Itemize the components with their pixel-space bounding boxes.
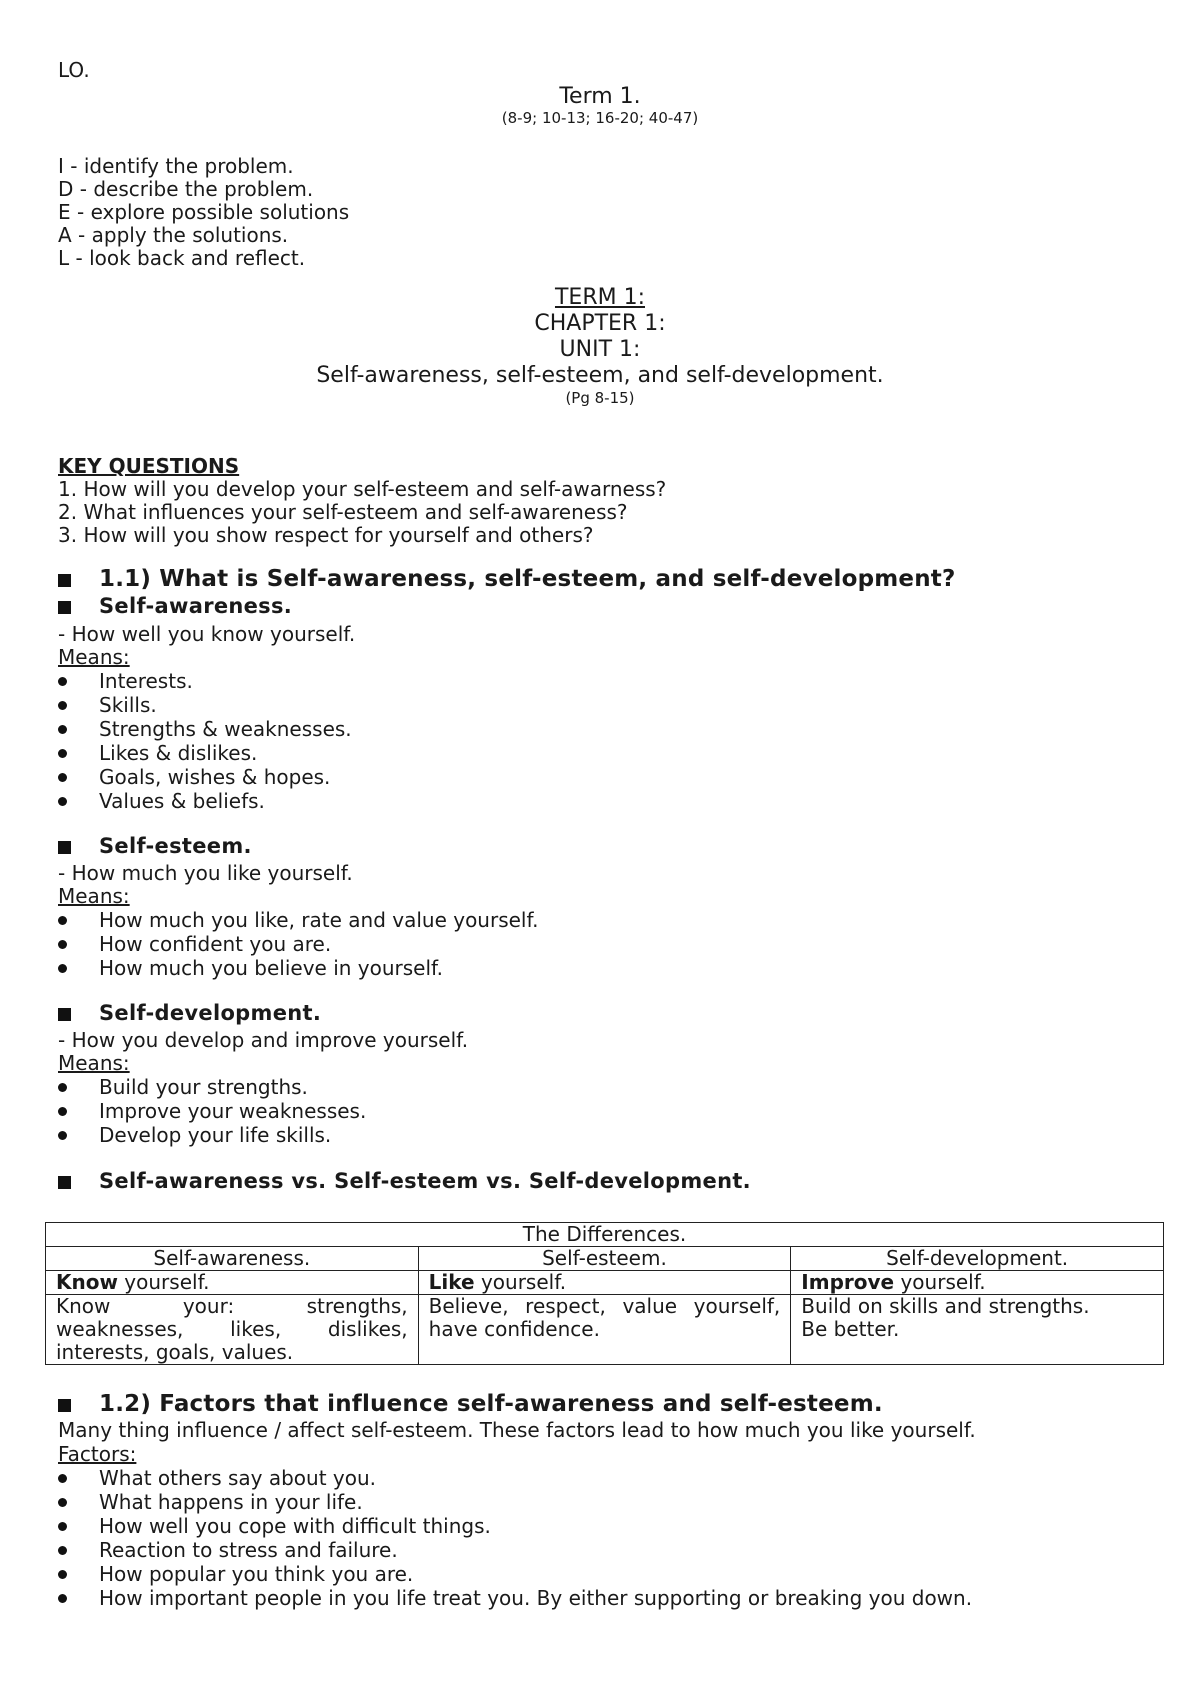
section-1-1-heading: [58, 566, 956, 592]
square-bullet-icon: [58, 841, 71, 854]
self-awareness-heading: [58, 594, 292, 618]
key-question: 2. What influences your self-esteem and self-awareness?: [58, 500, 628, 524]
table-row: [46, 1295, 1164, 1365]
text-fragment: yourself.: [474, 1270, 567, 1294]
ideal-item: L - look back and reflect.: [58, 246, 306, 270]
table-header-row: [46, 1247, 1164, 1271]
factors-list: [58, 1466, 972, 1610]
bullet-icon: [58, 749, 67, 758]
list-item: Improve your weaknesses.: [58, 1099, 366, 1123]
key-questions-list: [58, 478, 666, 547]
table-cell: [791, 1295, 1164, 1365]
text-fragment: 1.1) What is Self-awareness, self-esteem, and self-development?: [99, 566, 956, 592]
self-esteem-means: Means:: [58, 884, 130, 908]
text-fragment: Like: [428, 1270, 475, 1294]
list-item: Skills.: [58, 693, 352, 717]
square-bullet-icon: [58, 1176, 71, 1189]
self-awareness-list: [58, 669, 352, 813]
self-awareness-desc: - How well you know yourself.: [58, 622, 356, 646]
bullet-icon: [58, 1474, 67, 1483]
list-item: What happens in your life.: [58, 1490, 972, 1514]
self-development-desc: - How you develop and improve yourself.: [58, 1028, 469, 1052]
ideal-item: D - describe the problem.: [58, 177, 314, 201]
self-development-means: Means:: [58, 1051, 130, 1075]
unit-heading: UNIT 1:: [559, 337, 641, 362]
list-item: What others say about you.: [58, 1466, 972, 1490]
bullet-icon: [58, 701, 67, 710]
self-esteem-desc: - How much you like yourself.: [58, 861, 353, 885]
list-item: Build your strengths.: [58, 1075, 366, 1099]
table-row: [46, 1271, 1164, 1295]
list-item: How confident you are.: [58, 932, 538, 956]
square-bullet-icon: [58, 601, 71, 614]
factors-label: Factors:: [58, 1442, 137, 1466]
unit-pages: (Pg 8-15): [565, 389, 635, 407]
list-item: Likes & dislikes.: [58, 741, 352, 765]
self-esteem-list: [58, 908, 538, 980]
comparison-heading: [58, 1169, 751, 1193]
list-item: Interests.: [58, 669, 352, 693]
text-fragment: Build on skills and strengths.: [801, 1294, 1090, 1318]
bullet-icon: [58, 916, 67, 925]
differences-table: [45, 1222, 1164, 1365]
bullet-icon: [58, 940, 67, 949]
text-fragment: Improve: [801, 1270, 895, 1294]
bullet-icon: [58, 1594, 67, 1603]
square-bullet-icon: [58, 574, 71, 587]
text-fragment: Self-awareness vs. Self-esteem vs. Self-development.: [99, 1169, 751, 1193]
text-fragment: Self-development.: [99, 1001, 322, 1025]
factors-intro: Many thing influence / affect self-esteem. These factors lead to how much you like yourself.: [58, 1418, 976, 1442]
table-cell: Know your: strengths, weaknesses, likes, dislikes, interests, goals, values.: [46, 1295, 419, 1365]
table-caption-row: [46, 1223, 1164, 1247]
list-item: Strengths & weaknesses.: [58, 717, 352, 741]
list-item: How well you cope with difficult things.: [58, 1514, 972, 1538]
table-caption: The Differences.: [46, 1223, 1164, 1247]
table-cell: Believe, respect, value yourself, have confidence.: [418, 1295, 791, 1365]
bullet-icon: [58, 725, 67, 734]
key-question: 3. How will you show respect for yourself and others?: [58, 523, 594, 547]
term-title: Term 1.: [559, 84, 641, 109]
bullet-icon: [58, 964, 67, 973]
column-header: Self-esteem.: [418, 1247, 791, 1271]
text-fragment: Know: [56, 1270, 118, 1294]
term-pages: (8-9; 10-13; 16-20; 40-47): [501, 109, 699, 127]
text-fragment: Self-esteem.: [99, 834, 252, 858]
key-question: 1. How will you develop your self-esteem and self-awarness?: [58, 477, 667, 501]
chapter-heading: CHAPTER 1:: [534, 311, 666, 336]
self-development-heading: [58, 1001, 321, 1025]
term-heading: TERM 1:: [554, 285, 645, 310]
section-1-2-heading: [58, 1391, 883, 1417]
ideal-item: I - identify the problem.: [58, 154, 294, 178]
table-cell: [46, 1271, 419, 1295]
bullet-icon: [58, 1083, 67, 1092]
bullet-icon: [58, 1546, 67, 1555]
ideal-item: E - explore possible solutions: [58, 200, 350, 224]
list-item: Values & beliefs.: [58, 789, 352, 813]
bullet-icon: [58, 1107, 67, 1116]
bullet-icon: [58, 1522, 67, 1531]
bullet-icon: [58, 1131, 67, 1140]
text-fragment: Self-awareness.: [99, 594, 293, 618]
table-cell: [418, 1271, 791, 1295]
list-item: How important people in you life treat you. By either supporting or breaking you down.: [58, 1586, 972, 1610]
lo-label: LO.: [58, 58, 90, 82]
column-header: Self-development.: [791, 1247, 1164, 1271]
list-item: Goals, wishes & hopes.: [58, 765, 352, 789]
text-fragment: 1.2) Factors that influence self-awareness and self-esteem.: [99, 1391, 883, 1417]
ideal-list: [58, 155, 349, 270]
list-item: How popular you think you are.: [58, 1562, 972, 1586]
bullet-icon: [58, 797, 67, 806]
table-cell: [791, 1271, 1164, 1295]
self-awareness-means: Means:: [58, 645, 130, 669]
text-fragment: yourself.: [117, 1270, 210, 1294]
self-esteem-heading: [58, 834, 252, 858]
bullet-icon: [58, 773, 67, 782]
key-questions-heading: KEY QUESTIONS: [58, 454, 240, 478]
square-bullet-icon: [58, 1399, 71, 1412]
list-item: How much you believe in yourself.: [58, 956, 538, 980]
bullet-icon: [58, 1498, 67, 1507]
bullet-icon: [58, 1570, 67, 1579]
unit-subtitle: Self-awareness, self-esteem, and self-development.: [316, 363, 884, 388]
bullet-icon: [58, 677, 67, 686]
text-fragment: yourself.: [894, 1270, 986, 1294]
ideal-item: A - apply the solutions.: [58, 223, 289, 247]
list-item: Develop your life skills.: [58, 1123, 366, 1147]
column-header: Self-awareness.: [46, 1247, 419, 1271]
self-development-list: [58, 1075, 366, 1147]
list-item: How much you like, rate and value yourself.: [58, 908, 538, 932]
list-item: Reaction to stress and failure.: [58, 1538, 972, 1562]
text-fragment: Be better.: [801, 1317, 900, 1341]
square-bullet-icon: [58, 1008, 71, 1021]
